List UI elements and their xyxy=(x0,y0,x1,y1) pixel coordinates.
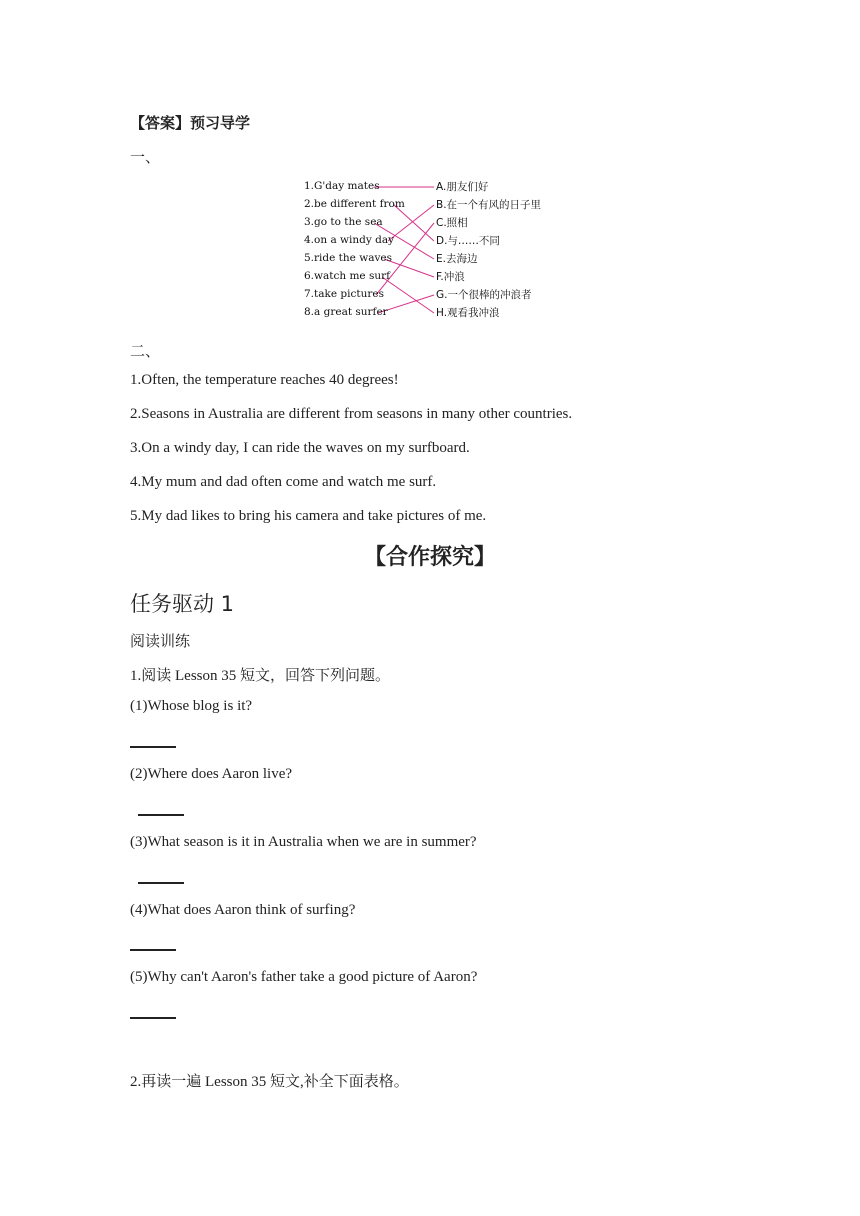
match-right-item: C.照相 xyxy=(436,217,468,229)
answer-blank[interactable] xyxy=(138,814,184,816)
answer-sentence: 3.On a windy day, I can ride the waves on my surfboard. xyxy=(130,440,470,456)
match-right-item: G.一个很棒的冲浪者 xyxy=(436,289,532,301)
answer-sentence: 5.My dad likes to bring his camera and take pictures of me. xyxy=(130,508,487,524)
match-right-item: B.在一个有风的日子里 xyxy=(436,199,542,211)
match-left-item: 8.a great surfer xyxy=(304,306,388,318)
match-left-item: 4.on a windy day xyxy=(304,234,395,246)
match-right-item: H.观看我冲浪 xyxy=(436,307,500,319)
match-right-item: E.去海边 xyxy=(436,253,478,265)
question: (1)Whose blog is it? xyxy=(130,698,253,714)
match-left-item: 6.watch me surf xyxy=(304,270,391,282)
instruction: 2.再读一遍 Lesson 35 短文,补全下面表格。 xyxy=(130,1074,409,1090)
match-line xyxy=(382,277,434,313)
match-left-item: 7.take pictures xyxy=(304,288,384,300)
match-line xyxy=(394,205,434,241)
matching-exercise xyxy=(300,176,560,324)
answer-blank[interactable] xyxy=(130,1017,176,1019)
match-left-item: 2.be different from xyxy=(304,198,405,210)
section-heading: 【合作探究】 xyxy=(363,545,496,570)
question: (5)Why can't Aaron's father take a good picture of Aaron? xyxy=(130,969,478,985)
match-right-item: A.朋友们好 xyxy=(436,181,489,193)
reading-label: 阅读训练 xyxy=(130,634,191,650)
instruction: 1.阅读 Lesson 35 短文，回答下列问题。 xyxy=(130,668,390,684)
match-line xyxy=(388,205,434,241)
match-left-item: 3.go to the sea xyxy=(304,216,383,228)
answer-header: 【答案】预习导学 xyxy=(130,114,251,132)
answer-sentence: 4.My mum and dad often come and watch me surf. xyxy=(130,474,437,490)
question: (3)What season is it in Australia when we are in summer? xyxy=(130,834,477,850)
task-title: 任务驱动 1 xyxy=(130,592,235,616)
section-one-label: 一、 xyxy=(130,150,161,166)
match-left-item: 5.ride the waves xyxy=(304,252,392,264)
answer-sentence: 2.Seasons in Australia are different from seasons in many other countries. xyxy=(130,406,573,422)
answer-blank[interactable] xyxy=(130,746,176,748)
match-right-item: F.冲浪 xyxy=(436,271,465,283)
match-left-item: 1.G'day mates xyxy=(304,180,380,192)
answer-sentence: 1.Often, the temperature reaches 40 degrees! xyxy=(130,372,399,388)
answer-blank[interactable] xyxy=(130,949,176,951)
answer-blank[interactable] xyxy=(138,882,184,884)
question: (4)What does Aaron think of surfing? xyxy=(130,902,356,918)
match-right-item: D.与……不同 xyxy=(436,235,500,247)
section-two-label: 二、 xyxy=(130,344,161,360)
question: (2)Where does Aaron live? xyxy=(130,766,293,782)
